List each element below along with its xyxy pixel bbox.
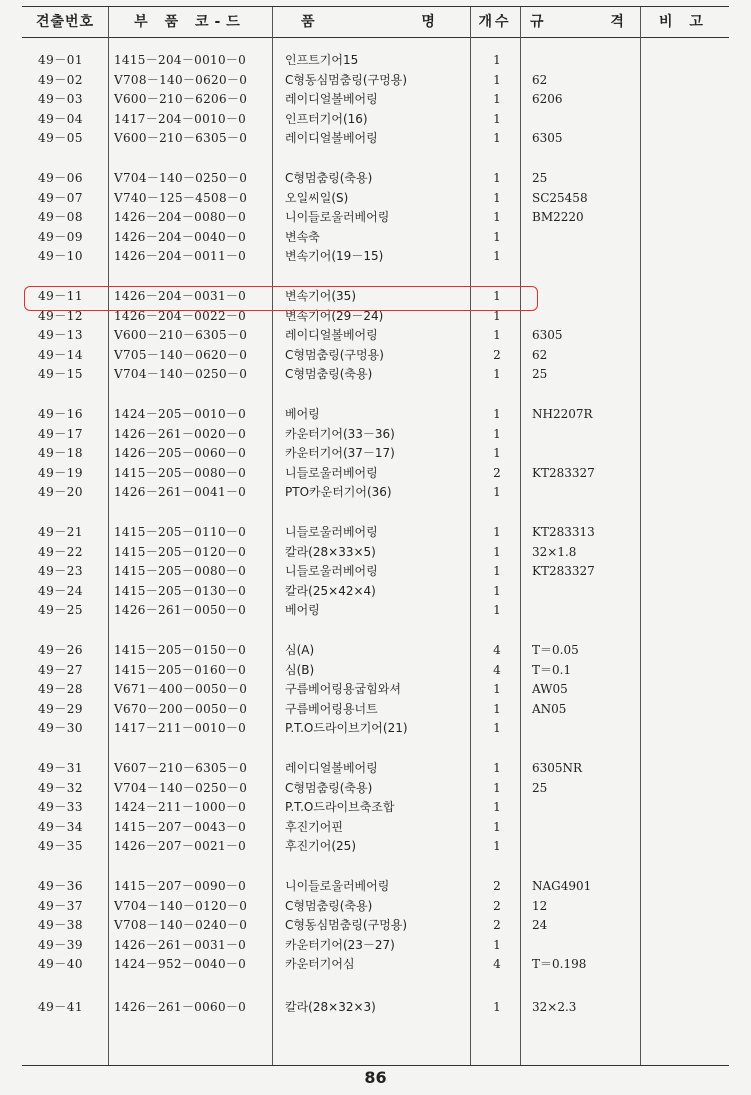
part-name: 칼라(25×42×4) [285, 583, 376, 598]
part-number: 49－04 [38, 111, 84, 126]
part-code: 1426－261－0050－0 [114, 603, 247, 618]
part-code: 1426－261－0041－0 [114, 485, 247, 500]
part-quantity: 1 [493, 72, 501, 87]
part-name: 카운터기어(23－27) [285, 937, 395, 952]
part-number: 49－16 [38, 407, 84, 421]
part-code: 1426－261－0020－0 [114, 426, 247, 441]
part-name: C형멈춤링(축용) [285, 780, 373, 795]
table-row [0, 954, 751, 974]
part-name: 심(B) [285, 662, 315, 677]
part-number: 49－05 [38, 131, 84, 146]
table-row [0, 836, 751, 856]
table-row [0, 325, 751, 345]
part-quantity: 1 [493, 485, 501, 500]
table-row [0, 896, 751, 916]
part-name: 인프터기어(16) [285, 111, 368, 126]
part-number: 49－36 [38, 879, 84, 893]
table-row [0, 542, 751, 562]
part-name: C형멈춤링(축용) [285, 367, 373, 382]
part-code: V670－200－0050－0 [114, 701, 248, 716]
part-code: 1426－261－0060－0 [114, 1000, 247, 1014]
part-code: 1426－204－0011－0 [114, 249, 247, 264]
part-number: 49－28 [38, 682, 84, 697]
part-code: 1415－205－0080－0 [114, 465, 247, 480]
part-quantity: 1 [493, 682, 501, 697]
part-number: 49－37 [38, 898, 84, 913]
part-number: 49－08 [38, 210, 84, 225]
part-number: 49－39 [38, 937, 84, 952]
part-name: 니들로울러베어링 [285, 564, 378, 579]
part-name: 인프트기어15 [285, 53, 359, 67]
part-name: 레이디얼볼베어링 [285, 92, 378, 107]
part-name: C형동심멈춤링(구멍용) [285, 918, 408, 933]
table-row [0, 89, 751, 109]
part-code: 1417－211－0010－0 [114, 721, 247, 736]
table-row [0, 168, 751, 188]
part-spec: BM2220 [532, 210, 584, 225]
part-name: 니이들로울러베어링 [285, 879, 390, 893]
part-spec: SC25458 [532, 190, 588, 205]
part-spec: T＝0.05 [532, 643, 579, 657]
part-name: 변속기어(29－24) [285, 308, 384, 323]
part-name: 니이들로울러베어링 [285, 210, 390, 225]
part-spec: KT283313 [532, 525, 595, 539]
part-name: 구름베어링용굽힘와셔 [285, 682, 401, 697]
part-quantity: 1 [493, 131, 501, 146]
part-number: 49－13 [38, 328, 84, 343]
part-spec: 6206 [532, 92, 563, 107]
part-quantity: 1 [493, 249, 501, 264]
part-quantity: 1 [493, 190, 501, 205]
part-code: 1424－952－0040－0 [114, 957, 247, 972]
table-row [0, 128, 751, 148]
part-number: 49－02 [38, 72, 84, 87]
part-code: V708－140－0240－0 [114, 918, 248, 933]
part-name: 칼라(28×33×5) [285, 544, 376, 559]
part-quantity: 2 [493, 465, 501, 480]
part-spec: 32×1.8 [532, 544, 577, 559]
page-number: 86 [364, 1068, 387, 1087]
part-quantity: 1 [493, 1000, 501, 1014]
part-quantity: 1 [493, 367, 501, 382]
part-code: 1415－205－0160－0 [114, 662, 247, 677]
part-code: 1415－204－0010－0 [114, 53, 247, 67]
table-row [0, 778, 751, 798]
part-name: P.T.O드라이브기어(21) [285, 721, 408, 736]
table-row [0, 345, 751, 365]
table-row [0, 699, 751, 719]
part-quantity: 1 [493, 564, 501, 579]
part-name: 구름베어링용너트 [285, 701, 378, 716]
part-code: 1415－205－0130－0 [114, 583, 247, 598]
part-code: 1426－205－0060－0 [114, 446, 247, 461]
part-code: V704－140－0250－0 [114, 780, 248, 795]
table-row [0, 797, 751, 817]
part-quantity: 1 [493, 583, 501, 598]
part-number: 49－03 [38, 92, 84, 107]
part-name: 후진기어핀 [285, 819, 343, 834]
part-number: 49－40 [38, 957, 84, 972]
part-number: 49－30 [38, 721, 84, 736]
header-qty: 개수 [478, 14, 512, 30]
table-row [0, 463, 751, 483]
part-number: 49－23 [38, 564, 84, 579]
part-number: 49－26 [38, 643, 84, 657]
part-code: 1426－207－0021－0 [114, 839, 247, 854]
part-name: 변속기어(35) [285, 289, 357, 303]
part-number: 49－12 [38, 308, 84, 323]
part-name: 카운터기어(37－17) [285, 446, 395, 461]
part-name: 심(A) [285, 643, 315, 657]
table-row [0, 364, 751, 384]
part-code: 1415－205－0080－0 [114, 564, 247, 579]
part-spec: 25 [532, 367, 548, 382]
part-quantity: 2 [493, 879, 501, 893]
part-quantity: 1 [493, 289, 501, 303]
part-name: PTO카운터기어(36) [285, 485, 392, 500]
part-spec: T＝0.1 [532, 662, 572, 677]
table-row [0, 424, 751, 444]
part-number: 49－06 [38, 171, 84, 185]
part-number: 49－19 [38, 465, 84, 480]
part-quantity: 1 [493, 308, 501, 323]
header-top-rule [22, 6, 729, 7]
part-name: 니들로울러베어링 [285, 525, 378, 539]
part-quantity: 1 [493, 603, 501, 618]
part-spec: 6305NR [532, 761, 583, 775]
part-code: 1426－204－0022－0 [114, 308, 247, 323]
part-quantity: 1 [493, 839, 501, 854]
part-number: 49－21 [38, 525, 84, 539]
part-spec: AW05 [532, 682, 568, 697]
part-code: 1426－204－0031－0 [114, 289, 247, 303]
part-code: V600－210－6305－0 [114, 328, 248, 343]
part-spec: KT283327 [532, 465, 595, 480]
table-row [0, 817, 751, 837]
table-row [0, 935, 751, 955]
part-quantity: 1 [493, 111, 501, 126]
part-number: 49－09 [38, 229, 84, 244]
part-code: V671－400－0050－0 [114, 682, 248, 697]
table-row [0, 581, 751, 601]
part-name: P.T.O드라이브축조합 [285, 800, 395, 815]
table-row [0, 640, 751, 660]
part-quantity: 1 [493, 525, 501, 539]
part-code: 1415－207－0090－0 [114, 879, 247, 893]
table-row [0, 679, 751, 699]
part-spec: 6305 [532, 328, 563, 343]
part-name: 칼라(28×32×3) [285, 1000, 376, 1014]
part-quantity: 1 [493, 426, 501, 441]
table-row [0, 758, 751, 778]
part-quantity: 4 [493, 662, 501, 677]
part-code: V740－125－4508－0 [114, 190, 248, 205]
part-spec: 24 [532, 918, 548, 933]
part-number: 49－01 [38, 53, 84, 67]
part-number: 49－41 [38, 1000, 84, 1014]
part-quantity: 1 [493, 92, 501, 107]
header-note: 비 고 [659, 14, 709, 30]
part-name: 변속축 [285, 229, 320, 244]
part-quantity: 1 [493, 446, 501, 461]
table-row [0, 246, 751, 266]
part-code: 1424－211－1000－0 [114, 800, 247, 815]
table-row [0, 207, 751, 227]
part-code: V704－140－0250－0 [114, 171, 248, 185]
part-number: 49－25 [38, 603, 84, 618]
part-spec: KT283327 [532, 564, 595, 579]
part-code: 1415－207－0043－0 [114, 819, 247, 834]
part-number: 49－31 [38, 761, 84, 775]
table-row [0, 443, 751, 463]
part-name: C형멈춤링(축용) [285, 171, 373, 185]
part-quantity: 1 [493, 800, 501, 815]
part-code: 1426－204－0040－0 [114, 229, 247, 244]
footer-rule [22, 1065, 729, 1066]
part-code: 1415－205－0150－0 [114, 643, 247, 657]
part-spec: 12 [532, 898, 548, 913]
table-row [0, 404, 751, 424]
part-name: 니들로울러베어링 [285, 465, 378, 480]
part-quantity: 1 [493, 721, 501, 736]
table-row [0, 915, 751, 935]
part-name: 베어링 [285, 603, 320, 618]
header-bottom-rule [22, 37, 729, 38]
part-code: V708－140－0620－0 [114, 72, 248, 87]
table-row [0, 876, 751, 896]
part-number: 49－15 [38, 367, 84, 382]
part-code: V704－140－0120－0 [114, 898, 248, 913]
part-spec: 6305 [532, 131, 563, 146]
part-number: 49－22 [38, 544, 84, 559]
table-row [0, 561, 751, 581]
part-spec: NAG4901 [532, 879, 592, 893]
part-code: V607－210－6305－0 [114, 761, 248, 775]
header-spec: 규 격 [530, 14, 630, 30]
part-number: 49－33 [38, 800, 84, 815]
part-quantity: 1 [493, 937, 501, 952]
part-name: 베어링 [285, 407, 320, 421]
part-quantity: 1 [493, 171, 501, 185]
part-number: 49－11 [38, 289, 84, 303]
header-no: 견출번호 [35, 14, 95, 30]
part-spec: NH2207R [532, 407, 593, 421]
part-code: 1426－204－0080－0 [114, 210, 247, 225]
part-quantity: 1 [493, 780, 501, 795]
part-number: 49－32 [38, 780, 84, 795]
part-number: 49－14 [38, 347, 84, 362]
table-row [0, 70, 751, 90]
part-name: 오일씨일(S) [285, 190, 349, 205]
part-spec: 62 [532, 72, 548, 87]
part-number: 49－18 [38, 446, 84, 461]
highlight-box [24, 286, 538, 311]
table-row [0, 600, 751, 620]
part-name: 레이디얼볼베어링 [285, 131, 378, 146]
part-quantity: 1 [493, 210, 501, 225]
part-quantity: 1 [493, 229, 501, 244]
part-quantity: 1 [493, 328, 501, 343]
part-name: 레이디얼볼베어링 [285, 761, 378, 775]
table-row [0, 188, 751, 208]
part-spec: 25 [532, 780, 548, 795]
table-row [0, 482, 751, 502]
part-name: 후진기어(25) [285, 839, 357, 854]
part-name: C형멈춤링(축용) [285, 898, 373, 913]
table-row [0, 109, 751, 129]
table-row [0, 50, 751, 70]
part-number: 49－17 [38, 426, 84, 441]
table-row [0, 522, 751, 542]
part-quantity: 1 [493, 701, 501, 716]
header-code: 부 품 코-드 [134, 14, 246, 30]
part-name: 카운터기어심 [285, 957, 355, 972]
part-code: V600－210－6206－0 [114, 92, 248, 107]
part-number: 49－27 [38, 662, 84, 677]
part-code: 1417－204－0010－0 [114, 111, 247, 126]
header-name: 품 명 [301, 14, 441, 30]
part-number: 49－35 [38, 839, 84, 854]
part-spec: T＝0.198 [532, 957, 587, 972]
table-row [0, 997, 751, 1017]
part-code: 1424－205－0010－0 [114, 407, 247, 421]
part-quantity: 1 [493, 819, 501, 834]
part-quantity: 2 [493, 347, 501, 362]
part-spec: AN05 [532, 701, 567, 716]
table-row [0, 227, 751, 247]
part-quantity: 4 [493, 957, 501, 972]
part-spec: 62 [532, 347, 548, 362]
part-number: 49－20 [38, 485, 84, 500]
part-name: 레이디얼볼베어링 [285, 328, 378, 343]
part-number: 49－29 [38, 701, 84, 716]
part-number: 49－07 [38, 190, 84, 205]
part-spec: 25 [532, 171, 548, 185]
part-name: C형멈춤링(구멍용) [285, 347, 384, 362]
part-quantity: 2 [493, 918, 501, 933]
part-number: 49－38 [38, 918, 84, 933]
part-code: V600－210－6305－0 [114, 131, 248, 146]
part-quantity: 1 [493, 53, 501, 67]
part-number: 49－10 [38, 249, 84, 264]
part-code: V704－140－0250－0 [114, 367, 248, 382]
part-name: 변속기어(19－15) [285, 249, 384, 264]
part-quantity: 1 [493, 761, 501, 775]
part-code: 1426－261－0031－0 [114, 937, 247, 952]
part-code: 1415－205－0110－0 [114, 525, 247, 539]
part-quantity: 4 [493, 643, 501, 657]
part-code: 1415－205－0120－0 [114, 544, 247, 559]
part-quantity: 1 [493, 544, 501, 559]
part-code: V705－140－0620－0 [114, 347, 248, 362]
table-row [0, 660, 751, 680]
table-row [0, 718, 751, 738]
part-name: 카운터기어(33－36) [285, 426, 395, 441]
part-name: C형동심멈춤링(구멍용) [285, 72, 408, 87]
part-number: 49－24 [38, 583, 84, 598]
part-spec: 32×2.3 [532, 1000, 577, 1014]
part-quantity: 1 [493, 407, 501, 421]
part-quantity: 2 [493, 898, 501, 913]
part-number: 49－34 [38, 819, 84, 834]
